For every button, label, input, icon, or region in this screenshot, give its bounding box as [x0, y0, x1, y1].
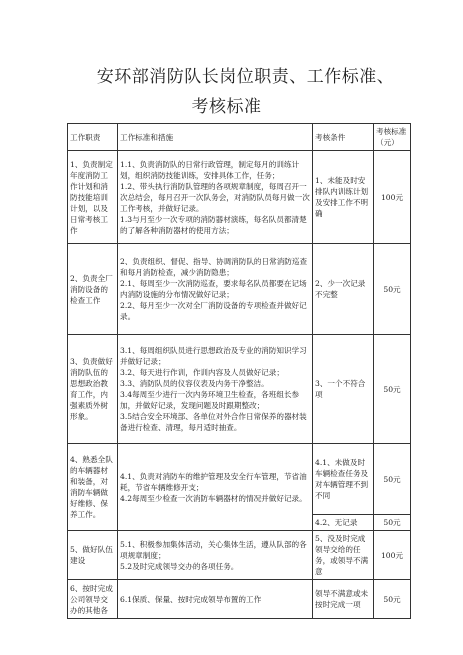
- standard-item: 5.1、积极参加集体活动，关心集体生活，遵从队部的各项规章制度；: [120, 539, 307, 560]
- standard-item: 5.2及时完成领导交办的各项任务。: [120, 561, 239, 571]
- header-duty: 工作职责: [68, 124, 118, 151]
- standard-item: 1.2、带头执行消防队管理的各项规章制度，每周召开一次总结会，每月召开一次队务会，对消防队员每月做一次工作考核，并做好记录。: [120, 181, 310, 213]
- score-cell: 50元: [374, 580, 411, 619]
- condition-cell: 4.1、未做及时车辆检查任务及对车辆管理不到不同: [313, 444, 374, 515]
- header-condition: 考核条件: [313, 124, 374, 151]
- score-cell: 50元: [374, 244, 411, 335]
- standard-item: 3.2、每天进行作训，作训内容及人员做好记录；: [120, 368, 284, 377]
- condition-cell: 4.2、无记录: [313, 515, 374, 531]
- condition-cell: 1、未能及时安排队内训练计划及安排工作不明确: [313, 151, 374, 244]
- standard-item: 2.2、每月至少一次对全厂消防设备的专项检查并做好记录。: [120, 301, 307, 321]
- standard-item: 3.3、消防队员的仪容仪表及内务干净整洁。: [120, 379, 269, 388]
- condition-cell: 5、没及时完成领导交给的任务，或领导不满意: [313, 531, 374, 580]
- header-standard: 工作标准和措施: [118, 124, 313, 151]
- standard-item: 1.1、负责消防队的日常行政管理，制定每月的训练计划，组织消防技能训练，安排具体工作，任务；: [120, 159, 300, 180]
- table-row: [68, 531, 411, 580]
- standard-item: 3.1、每周组织队员进行思想政治及专业的消防知识学习并做好记录；: [120, 346, 307, 366]
- score-cell: 100元: [374, 151, 411, 244]
- table-row: [68, 335, 411, 444]
- table-row: [68, 580, 411, 619]
- standard-cell: [118, 244, 313, 335]
- standard-cell: [118, 444, 313, 531]
- table-row: [68, 244, 411, 335]
- score-cell: 50元: [374, 335, 411, 444]
- score-cell: 50元: [374, 444, 411, 515]
- condition-cell: 领导不满意或未按时完成一项: [313, 580, 374, 619]
- score-cell: 100元: [374, 531, 411, 580]
- condition-cell: 3、一个不符合项: [313, 335, 374, 444]
- standard-cell: [118, 531, 313, 580]
- duty-cell: 6、按时完成公司领导交办的其他各: [68, 580, 118, 619]
- standard-item: 3.5结合安全环境部、各单位对外合作日常保养的器材装备进行检查、清理，每月适时抽查。: [120, 412, 307, 432]
- standard-item: 4.2每周至少检查一次消防车辆器材的情况并做好记录。: [120, 493, 307, 503]
- standard-item: 1.3与月至少一次专项的消防器材演练，每名队员都清楚的了解各种消防器材的使用方法；: [120, 214, 307, 235]
- condition-cell: 2、少一次记录不完整: [313, 244, 374, 335]
- table-row: [68, 444, 411, 515]
- table-header-row: [68, 124, 411, 151]
- standard-cell: [118, 335, 313, 444]
- standard-item: 6.1保质、保量、按时完成领导布置的工作: [120, 594, 262, 604]
- duty-cell: 2、负责全厂消防设备的检查工作: [68, 244, 118, 335]
- duty-cell: 3、负责做好消防队伍的思想政治教育工作，内强素质外树形象。: [68, 335, 118, 444]
- duty-cell: 4、熟悉全队的车辆器材和装备，对消防车辆做好维修、保养工作。: [68, 444, 118, 531]
- standard-item: 2.1、每周至少一次消防巡查，要求每名队员都要在记场内消防设施的分布情况做好记录；: [120, 279, 307, 299]
- document-title-line2: 考核标准: [191, 97, 262, 117]
- standard-item: 4.1、负责对消防车的维护管理及安全行车管理，节省油耗，节省车辆维修开支；: [120, 471, 307, 492]
- table-row: [68, 151, 411, 244]
- header-score: 考核标准（元）: [374, 124, 411, 151]
- score-cell: 50元: [374, 515, 411, 531]
- standard-item: 2、负责组织、督促、指导、协调消防队的日常消防巡查和每月消防检查，减少消防隐患；: [120, 257, 308, 277]
- standard-cell: [118, 151, 313, 244]
- standard-cell: [118, 580, 313, 619]
- document-title-line1: 安环部消防队长岗位职责、工作标准、: [96, 67, 395, 87]
- duty-cell: 1、负责制定年度消防工作计划和消防技能培训计划，以及日常考核工作: [68, 151, 118, 244]
- standard-item: 3.4每周至少进行一次内务环境卫生检查，各班组长参加，并做好记录，发现问题及时跟期整改；: [120, 390, 300, 410]
- duty-standard-table: [67, 123, 411, 619]
- duty-cell: 5、做好队伍建设: [68, 531, 118, 580]
